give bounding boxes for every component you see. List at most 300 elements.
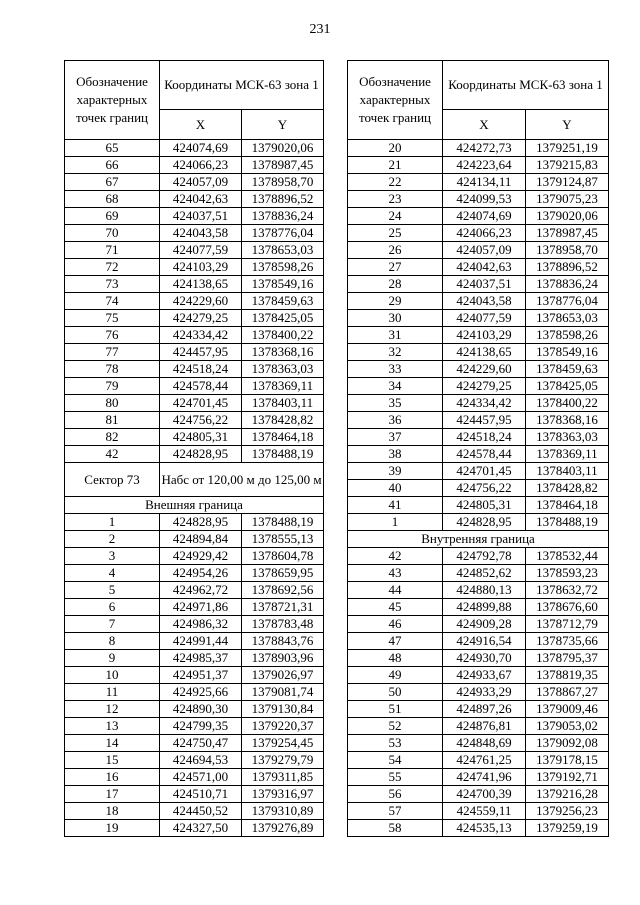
- section-title-outer: Внешняя граница: [65, 497, 324, 514]
- y-coordinate: 1378712,79: [526, 616, 609, 633]
- x-coordinate: 424792,78: [443, 548, 526, 565]
- point-number: 12: [65, 701, 160, 718]
- y-coordinate: 1378819,35: [526, 667, 609, 684]
- table-row: [65, 446, 324, 463]
- point-number: 53: [348, 735, 443, 752]
- point-number: 14: [65, 735, 160, 752]
- sector-label: Сектор 73: [65, 463, 160, 497]
- table-row: [65, 820, 324, 837]
- x-coordinate: 424876,81: [443, 718, 526, 735]
- point-number: 8: [65, 633, 160, 650]
- point-number: 20: [348, 140, 443, 157]
- point-number: 51: [348, 701, 443, 718]
- table-row: [348, 480, 609, 497]
- rows-outer-boundary: [65, 514, 324, 837]
- table-row: [65, 684, 324, 701]
- y-header: Y: [242, 110, 324, 140]
- y-coordinate: 1378368,16: [242, 344, 324, 361]
- y-coordinate: 1378721,31: [242, 599, 324, 616]
- x-coordinate: 424535,13: [443, 820, 526, 837]
- x-coordinate: 424741,96: [443, 769, 526, 786]
- y-coordinate: 1379020,06: [526, 208, 609, 225]
- x-coordinate: 424457,95: [443, 412, 526, 429]
- x-coordinate: 424138,65: [443, 344, 526, 361]
- x-coordinate: 424828,95: [443, 514, 526, 531]
- point-number: 1: [65, 514, 160, 531]
- point-number: 22: [348, 174, 443, 191]
- point-number: 17: [65, 786, 160, 803]
- x-coordinate: 424334,42: [160, 327, 242, 344]
- point-number: 48: [348, 650, 443, 667]
- x-coordinate: 424897,26: [443, 701, 526, 718]
- table-row: [65, 378, 324, 395]
- y-coordinate: 1379178,15: [526, 752, 609, 769]
- point-number: 43: [348, 565, 443, 582]
- point-number: 10: [65, 667, 160, 684]
- table-row: [65, 514, 324, 531]
- y-coordinate: 1378369,11: [242, 378, 324, 395]
- y-coordinate: 1378555,13: [242, 531, 324, 548]
- point-number: 46: [348, 616, 443, 633]
- point-number: 65: [65, 140, 160, 157]
- y-coordinate: 1378987,45: [242, 157, 324, 174]
- x-coordinate: 424761,25: [443, 752, 526, 769]
- table-row: [348, 395, 609, 412]
- x-coordinate: 424334,42: [443, 395, 526, 412]
- table-row: [348, 718, 609, 735]
- table-row: [65, 667, 324, 684]
- point-number: 39: [348, 463, 443, 480]
- x-coordinate: 424954,26: [160, 565, 242, 582]
- point-number: 66: [65, 157, 160, 174]
- y-coordinate: 1378369,11: [526, 446, 609, 463]
- y-coordinate: 1378836,24: [242, 208, 324, 225]
- table-row: [348, 463, 609, 480]
- y-coordinate: 1379053,02: [526, 718, 609, 735]
- x-coordinate: 424848,69: [443, 735, 526, 752]
- point-number: 76: [65, 327, 160, 344]
- x-coordinate: 424272,73: [443, 140, 526, 157]
- point-number: 27: [348, 259, 443, 276]
- rows-before-inner: [348, 140, 609, 531]
- y-coordinate: 1379020,06: [242, 140, 324, 157]
- table-row: [65, 769, 324, 786]
- point-number: 38: [348, 446, 443, 463]
- y-coordinate: 1379081,74: [242, 684, 324, 701]
- y-coordinate: 1378459,63: [526, 361, 609, 378]
- table-row: [65, 599, 324, 616]
- point-number: 25: [348, 225, 443, 242]
- y-coordinate: 1378532,44: [526, 548, 609, 565]
- point-number: 2: [65, 531, 160, 548]
- table-row: [65, 174, 324, 191]
- x-coordinate: 424559,11: [443, 803, 526, 820]
- point-number: 68: [65, 191, 160, 208]
- x-coordinate: 424890,30: [160, 701, 242, 718]
- y-coordinate: 1379256,23: [526, 803, 609, 820]
- table-row: [65, 327, 324, 344]
- x-coordinate: 424991,44: [160, 633, 242, 650]
- y-coordinate: 1379220,37: [242, 718, 324, 735]
- point-number: 3: [65, 548, 160, 565]
- y-coordinate: 1379009,46: [526, 701, 609, 718]
- point-number: 26: [348, 242, 443, 259]
- point-number: 5: [65, 582, 160, 599]
- point-number: 78: [65, 361, 160, 378]
- table-row: [348, 735, 609, 752]
- y-coordinate: 1379251,19: [526, 140, 609, 157]
- y-coordinate: 1378403,11: [242, 395, 324, 412]
- x-coordinate: 424077,59: [443, 310, 526, 327]
- y-coordinate: 1379316,97: [242, 786, 324, 803]
- point-number: 45: [348, 599, 443, 616]
- table-row: [65, 310, 324, 327]
- y-coordinate: 1378795,37: [526, 650, 609, 667]
- point-number: 9: [65, 650, 160, 667]
- x-coordinate: 424828,95: [160, 446, 242, 463]
- x-coordinate: 424750,47: [160, 735, 242, 752]
- x-coordinate: 424229,60: [443, 361, 526, 378]
- x-coordinate: 424962,72: [160, 582, 242, 599]
- table-row: [348, 225, 609, 242]
- y-coordinate: 1378659,95: [242, 565, 324, 582]
- x-coordinate: 424518,24: [443, 429, 526, 446]
- table-row: [348, 582, 609, 599]
- x-coordinate: 424103,29: [443, 327, 526, 344]
- y-coordinate: 1378598,26: [526, 327, 609, 344]
- x-coordinate: 424899,88: [443, 599, 526, 616]
- x-coordinate: 424327,50: [160, 820, 242, 837]
- table-row: [348, 514, 609, 531]
- table-row: [65, 157, 324, 174]
- y-coordinate: 1378676,60: [526, 599, 609, 616]
- x-coordinate: 424985,37: [160, 650, 242, 667]
- section-row: [65, 497, 324, 514]
- point-number: 82: [65, 429, 160, 446]
- page-number: 231: [309, 22, 331, 37]
- x-coordinate: 424578,44: [443, 446, 526, 463]
- point-number: 23: [348, 191, 443, 208]
- y-coordinate: 1378549,16: [242, 276, 324, 293]
- y-coordinate: 1378776,04: [242, 225, 324, 242]
- x-coordinate: 424043,58: [160, 225, 242, 242]
- x-coordinate: 424971,86: [160, 599, 242, 616]
- y-coordinate: 1378867,27: [526, 684, 609, 701]
- y-coordinate: 1379311,85: [242, 769, 324, 786]
- x-coordinate: 424694,53: [160, 752, 242, 769]
- point-number: 35: [348, 395, 443, 412]
- table-row: [348, 361, 609, 378]
- y-coordinate: 1379192,71: [526, 769, 609, 786]
- point-number: 36: [348, 412, 443, 429]
- y-coordinate: 1379254,45: [242, 735, 324, 752]
- table-row: [348, 752, 609, 769]
- x-coordinate: 424134,11: [443, 174, 526, 191]
- y-coordinate: 1378464,18: [526, 497, 609, 514]
- table-row: [348, 191, 609, 208]
- x-coordinate: 424852,62: [443, 565, 526, 582]
- y-coordinate: 1378425,05: [242, 310, 324, 327]
- table-row: [65, 395, 324, 412]
- x-coordinate: 424880,13: [443, 582, 526, 599]
- x-coordinate: 424223,64: [443, 157, 526, 174]
- table-row: [348, 565, 609, 582]
- x-coordinate: 424279,25: [443, 378, 526, 395]
- sector-row: [65, 463, 324, 497]
- table-row: [348, 548, 609, 565]
- x-coordinate: 424933,29: [443, 684, 526, 701]
- x-coordinate: 424043,58: [443, 293, 526, 310]
- table-row: [348, 242, 609, 259]
- table-row: [348, 412, 609, 429]
- x-coordinate: 424799,35: [160, 718, 242, 735]
- x-coordinate: 424571,00: [160, 769, 242, 786]
- y-coordinate: 1378363,03: [526, 429, 609, 446]
- y-coordinate: 1378400,22: [526, 395, 609, 412]
- y-coordinate: 1378776,04: [526, 293, 609, 310]
- table-row: [348, 786, 609, 803]
- point-number: 29: [348, 293, 443, 310]
- table-row: [65, 242, 324, 259]
- x-coordinate: 424518,24: [160, 361, 242, 378]
- table-row: [348, 174, 609, 191]
- rows-inner-boundary: [348, 548, 609, 837]
- point-number: 1: [348, 514, 443, 531]
- coordinates-table-left: [64, 60, 324, 837]
- point-number: 72: [65, 259, 160, 276]
- point-number: 15: [65, 752, 160, 769]
- y-coordinate: 1379215,83: [526, 157, 609, 174]
- x-coordinate: 424933,67: [443, 667, 526, 684]
- x-coordinate: 424066,23: [160, 157, 242, 174]
- x-coordinate: 424925,66: [160, 684, 242, 701]
- y-coordinate: 1379130,84: [242, 701, 324, 718]
- x-coordinate: 424756,22: [160, 412, 242, 429]
- table-row: [65, 616, 324, 633]
- y-coordinate: 1378958,70: [242, 174, 324, 191]
- x-coordinate: 424986,32: [160, 616, 242, 633]
- point-number: 70: [65, 225, 160, 242]
- point-number: 16: [65, 769, 160, 786]
- point-number: 73: [65, 276, 160, 293]
- table-row: [348, 769, 609, 786]
- point-number: 40: [348, 480, 443, 497]
- x-coordinate: 424700,39: [443, 786, 526, 803]
- x-coordinate: 424457,95: [160, 344, 242, 361]
- table-row: [65, 293, 324, 310]
- x-coordinate: 424279,25: [160, 310, 242, 327]
- table-row: [65, 412, 324, 429]
- point-number: 74: [65, 293, 160, 310]
- point-number: 67: [65, 174, 160, 191]
- coords-title-header: Координаты МСК-63 зона 1: [443, 61, 609, 110]
- y-coordinate: 1378843,76: [242, 633, 324, 650]
- y-coordinate: 1379124,87: [526, 174, 609, 191]
- point-label-header: Обозначение характерных точек границ: [65, 61, 160, 140]
- x-coordinate: 424057,09: [443, 242, 526, 259]
- x-coordinate: 424909,28: [443, 616, 526, 633]
- x-coordinate: 424077,59: [160, 242, 242, 259]
- point-number: 47: [348, 633, 443, 650]
- y-coordinate: 1378598,26: [242, 259, 324, 276]
- table-row: [348, 327, 609, 344]
- y-coordinate: 1378987,45: [526, 225, 609, 242]
- point-number: 41: [348, 497, 443, 514]
- x-coordinate: 424916,54: [443, 633, 526, 650]
- x-coordinate: 424951,37: [160, 667, 242, 684]
- table-row: [348, 667, 609, 684]
- y-coordinate: 1378653,03: [526, 310, 609, 327]
- y-coordinate: 1378425,05: [526, 378, 609, 395]
- y-coordinate: 1378368,16: [526, 412, 609, 429]
- table-row: [348, 429, 609, 446]
- coordinates-table-right: [347, 60, 609, 837]
- point-number: 57: [348, 803, 443, 820]
- point-number: 71: [65, 242, 160, 259]
- point-number: 19: [65, 820, 160, 837]
- table-row: [348, 701, 609, 718]
- point-number: 31: [348, 327, 443, 344]
- table-row: [348, 633, 609, 650]
- point-number: 6: [65, 599, 160, 616]
- table-row: [65, 531, 324, 548]
- point-number: 30: [348, 310, 443, 327]
- point-number: 69: [65, 208, 160, 225]
- y-coordinate: 1378903,96: [242, 650, 324, 667]
- point-label-header: Обозначение характерных точек границ: [348, 61, 443, 140]
- y-coordinate: 1378459,63: [242, 293, 324, 310]
- y-coordinate: 1379279,79: [242, 752, 324, 769]
- section-title-inner: Внутренняя граница: [348, 531, 609, 548]
- table-row: [65, 548, 324, 565]
- section-row: [348, 531, 609, 548]
- x-coordinate: 424042,63: [443, 259, 526, 276]
- y-coordinate: 1378428,82: [526, 480, 609, 497]
- point-number: 55: [348, 769, 443, 786]
- y-coordinate: 1378632,72: [526, 582, 609, 599]
- x-coordinate: 424894,84: [160, 531, 242, 548]
- y-coordinate: 1378735,66: [526, 633, 609, 650]
- y-coordinate: 1378604,78: [242, 548, 324, 565]
- x-coordinate: 424701,45: [443, 463, 526, 480]
- y-coordinate: 1378400,22: [242, 327, 324, 344]
- x-coordinate: 424450,52: [160, 803, 242, 820]
- x-coordinate: 424099,53: [443, 191, 526, 208]
- header-row: [348, 61, 609, 110]
- table-row: [65, 735, 324, 752]
- point-number: 79: [65, 378, 160, 395]
- y-coordinate: 1378428,82: [242, 412, 324, 429]
- table-row: [348, 650, 609, 667]
- table-row: [65, 718, 324, 735]
- y-coordinate: 1378836,24: [526, 276, 609, 293]
- table-row: [348, 259, 609, 276]
- point-number: 11: [65, 684, 160, 701]
- point-number: 42: [65, 446, 160, 463]
- point-number: 54: [348, 752, 443, 769]
- y-coordinate: 1378464,18: [242, 429, 324, 446]
- x-coordinate: 424756,22: [443, 480, 526, 497]
- table-row: [65, 565, 324, 582]
- y-coordinate: 1379259,19: [526, 820, 609, 837]
- table-row: [348, 140, 609, 157]
- table-row: [348, 378, 609, 395]
- y-coordinate: 1378488,19: [242, 446, 324, 463]
- table-row: [65, 361, 324, 378]
- table-row: [65, 803, 324, 820]
- x-coordinate: 424057,09: [160, 174, 242, 191]
- y-coordinate: 1379310,89: [242, 803, 324, 820]
- table-row: [348, 684, 609, 701]
- y-coordinate: 1378488,19: [242, 514, 324, 531]
- x-header: X: [443, 110, 526, 140]
- point-number: 4: [65, 565, 160, 582]
- y-coordinate: 1378896,52: [242, 191, 324, 208]
- table-row: [65, 259, 324, 276]
- point-number: 75: [65, 310, 160, 327]
- point-number: 50: [348, 684, 443, 701]
- y-coordinate: 1379276,89: [242, 820, 324, 837]
- point-number: 7: [65, 616, 160, 633]
- y-coordinate: 1378593,23: [526, 565, 609, 582]
- x-coordinate: 424037,51: [443, 276, 526, 293]
- point-number: 24: [348, 208, 443, 225]
- y-coordinate: 1378692,56: [242, 582, 324, 599]
- table-row: [65, 276, 324, 293]
- table-row: [65, 344, 324, 361]
- y-coordinate: 1379216,28: [526, 786, 609, 803]
- point-number: 37: [348, 429, 443, 446]
- table-row: [348, 616, 609, 633]
- table-row: [65, 191, 324, 208]
- table-row: [348, 344, 609, 361]
- sector-height-range: Набс от 120,00 м до 125,00 м: [160, 463, 324, 497]
- table-row: [348, 446, 609, 463]
- x-coordinate: 424578,44: [160, 378, 242, 395]
- table-row: [348, 497, 609, 514]
- y-coordinate: 1378653,03: [242, 242, 324, 259]
- y-coordinate: 1378783,48: [242, 616, 324, 633]
- point-number: 28: [348, 276, 443, 293]
- y-coordinate: 1379026,97: [242, 667, 324, 684]
- point-number: 49: [348, 667, 443, 684]
- point-number: 18: [65, 803, 160, 820]
- x-coordinate: 424066,23: [443, 225, 526, 242]
- x-coordinate: 424930,70: [443, 650, 526, 667]
- y-header: Y: [526, 110, 609, 140]
- x-coordinate: 424701,45: [160, 395, 242, 412]
- rows-before-sector: [65, 140, 324, 463]
- x-coordinate: 424929,42: [160, 548, 242, 565]
- x-coordinate: 424828,95: [160, 514, 242, 531]
- point-number: 33: [348, 361, 443, 378]
- table-row: [348, 820, 609, 837]
- x-coordinate: 424074,69: [443, 208, 526, 225]
- table-row: [348, 276, 609, 293]
- y-coordinate: 1378896,52: [526, 259, 609, 276]
- table-row: [348, 293, 609, 310]
- table-row: [348, 803, 609, 820]
- point-number: 13: [65, 718, 160, 735]
- y-coordinate: 1378488,19: [526, 514, 609, 531]
- table-row: [65, 225, 324, 242]
- y-coordinate: 1378363,03: [242, 361, 324, 378]
- table-row: [65, 786, 324, 803]
- table-row: [348, 157, 609, 174]
- x-coordinate: 424805,31: [160, 429, 242, 446]
- table-row: [348, 208, 609, 225]
- point-number: 34: [348, 378, 443, 395]
